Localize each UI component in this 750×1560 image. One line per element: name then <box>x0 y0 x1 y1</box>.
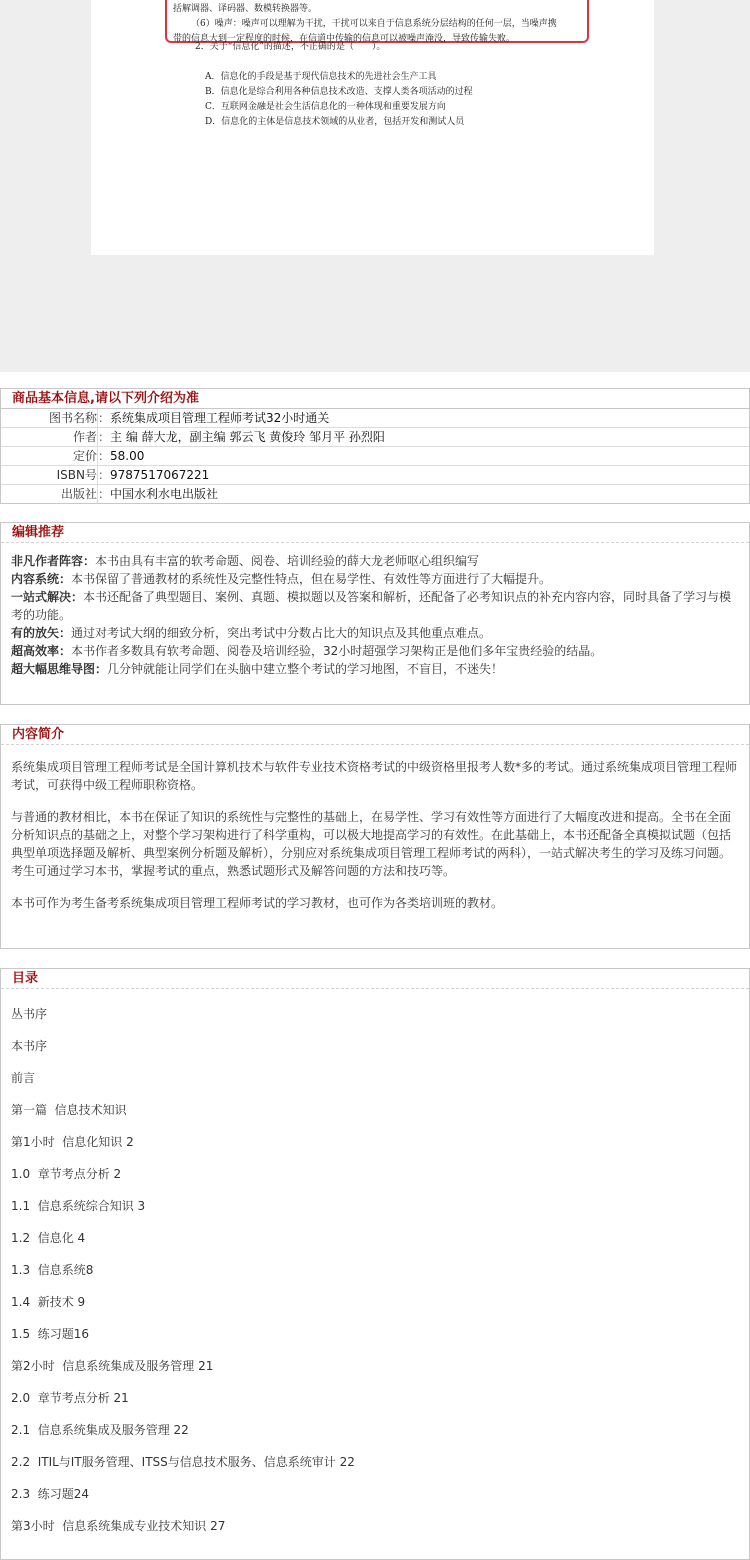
toc-item: 1.3 信息系统8 <box>11 1263 94 1277</box>
toc-item: 2.0 章节考点分析 21 <box>11 1391 129 1405</box>
toc-list <box>1 989 749 1542</box>
box-line: 带的信息大到一定程度的时候，在信道中传输的信息可以被噪声淹没，导致传输失败。 <box>173 34 516 44</box>
intro-paragraph: 与普通的教材相比，本书在保证了知识的系统性与完整性的基础上，在易学性、学习有效性等方面进行了大幅度改进和提高。全书在全面分析知识点的基础之上，对整个学习架构进行了科学重构，可以极大地提高学习的有效性。在此基础上，本书还配备全真模拟试题（包括典型单项选择题及解析、典型案例分析题及解析），分别应对系统集成项目管理工程师考试的两科），一站式解决考生的学习及练习问题。考生可通过学习本书，掌握考试的重点，熟悉试题形式及解答问题的方法和技巧等。 <box>11 810 732 878</box>
recommend-item <box>11 552 739 570</box>
toc-item: 1.0 章节考点分析 2 <box>11 1167 122 1181</box>
table-of-contents-panel <box>0 968 750 1560</box>
info-row-price <box>1 447 749 466</box>
toc-item: 2.2 ITIL与IT服务管理、ITSS与信息技术服务、信息系统审计 22 <box>11 1455 355 1469</box>
toc-item: 本书序 <box>11 1039 48 1053</box>
recommend-text: 本书由具有丰富的软考命题、阅卷、培训经验的薛大龙老师呕心组织编写 <box>95 554 480 568</box>
toc-item: 1.5 练习题16 <box>11 1327 89 1341</box>
recommend-text: 本书保留了普通教材的系统性及完整性特点，但在易学性、有效性等方面进行了大幅提升。 <box>71 572 552 586</box>
intro-title: 内容简介 <box>1 725 749 745</box>
recommend-text: 几分钟就能让同学们在头脑中建立整个考试的学习地图，不盲目，不迷失！ <box>107 662 504 676</box>
option-d: D．信息化的主体是信息技术领域的从业者，包括开发和测试人员 <box>205 117 465 127</box>
recommend-label: 非凡作者阵容： <box>11 554 96 568</box>
info-colon: ： <box>98 411 111 425</box>
recommend-list <box>1 543 749 678</box>
info-value: 中国水利水电出版社 <box>110 485 749 504</box>
recommend-text: 通过对考试大纲的细致分析，突出考试中分数占比大的知识点及其他重点难点。 <box>71 626 492 640</box>
box-line: 括解调器、译码器、数模转换器等。 <box>173 4 318 14</box>
recommend-item <box>11 642 739 660</box>
option-b: B．信息化是综合利用各种信息技术改造、支撑人类各项活动的过程 <box>205 87 473 97</box>
content-intro-panel <box>0 724 750 949</box>
info-label: 图书名称 <box>1 409 98 428</box>
info-label: 定价 <box>1 447 98 466</box>
recommend-item <box>11 660 739 678</box>
option-c: C．互联网金融是社会生活信息化的一种体现和重要发展方向 <box>205 102 446 112</box>
toc-item: 第1小时 信息化知识 2 <box>11 1135 134 1149</box>
toc-item: 1.1 信息系统综合知识 3 <box>11 1199 146 1213</box>
info-label: 出版社 <box>1 485 98 504</box>
intro-body <box>1 745 749 912</box>
editor-recommend-panel <box>0 522 750 705</box>
info-value: 58.00 <box>110 447 749 466</box>
info-row-publisher <box>1 485 749 504</box>
recommend-label: 一站式解决： <box>11 590 84 604</box>
book-preview-area <box>0 0 750 372</box>
recommend-item <box>11 588 739 624</box>
info-table <box>1 409 749 503</box>
toc-item: 1.4 新技术 9 <box>11 1295 86 1309</box>
question-text: 2．关于“信息化”的描述，不正确的是（ ）。 <box>195 42 386 52</box>
info-colon: ： <box>98 466 111 485</box>
box-line: （6）噪声：噪声可以理解为干扰，干扰可以来自于信息系统分层结构的任何一层，当噪声携 <box>191 19 557 29</box>
recommend-item <box>11 570 739 588</box>
book-page-image <box>91 0 654 255</box>
info-title: 商品基本信息,请以下列介绍为准 <box>1 389 749 409</box>
intro-paragraph: 系统集成项目管理工程师考试是全国计算机技术与软件专业技术资格考试的中级资格里报考人数*多的考试。通过系统集成项目管理工程师考试，可获得中级工程师职称资格。 <box>11 760 738 792</box>
intro-paragraph: 本书可作为考生备考系统集成项目管理工程师考试的学习教材，也可作为各类培训班的教材。 <box>11 896 504 910</box>
info-colon: ： <box>98 485 111 504</box>
toc-item: 第2小时 信息系统集成及服务管理 21 <box>11 1359 214 1373</box>
toc-item: 第一篇 信息技术知识 <box>11 1103 127 1117</box>
recommend-item <box>11 624 739 642</box>
toc-item: 前言 <box>11 1071 36 1085</box>
option-a: A．信息化的手段是基于现代信息技术的先进社会生产工具 <box>205 72 437 82</box>
recommend-label: 超大幅思维导图： <box>11 662 108 676</box>
info-row-title <box>1 409 749 428</box>
recommend-title: 编辑推荐 <box>1 523 749 543</box>
toc-title: 目录 <box>1 969 749 989</box>
recommend-label: 有的放矢： <box>11 626 72 640</box>
recommend-label: 内容系统： <box>11 572 72 586</box>
toc-item: 2.3 练习题24 <box>11 1487 89 1501</box>
toc-item: 2.1 信息系统集成及服务管理 22 <box>11 1423 189 1437</box>
recommend-text: 本书作者多数具有软考命题、阅卷及培训经验，32小时超强学习架构正是他们多年宝贵经验的结晶。 <box>71 644 603 658</box>
info-value: 系统集成项目管理工程师考试32小时通关 <box>110 411 330 425</box>
info-value: 9787517067221 <box>110 466 749 485</box>
product-info-panel <box>0 388 750 504</box>
info-colon: ： <box>98 428 111 447</box>
info-colon: ： <box>98 447 111 466</box>
info-value: 主 编 薛大龙，副主编 郭云飞 黄俊玲 邹月平 孙烈阳 <box>110 428 749 447</box>
highlight-box <box>165 0 589 43</box>
info-label: ISBN号 <box>1 466 98 485</box>
info-row-author <box>1 428 749 447</box>
toc-item: 1.2 信息化 4 <box>11 1231 86 1245</box>
toc-item: 第3小时 信息系统集成专业技术知识 27 <box>11 1519 226 1533</box>
toc-item: 丛书序 <box>11 1007 48 1021</box>
recommend-label: 超高效率： <box>11 644 72 658</box>
info-row-isbn <box>1 466 749 485</box>
info-label: 作者 <box>1 428 98 447</box>
recommend-text: 本书还配备了典型题目、案例、真题、模拟题以及答案和解析，还配备了必考知识点的补充内容内容，同时具备了学习与模考的功能。 <box>11 590 732 622</box>
